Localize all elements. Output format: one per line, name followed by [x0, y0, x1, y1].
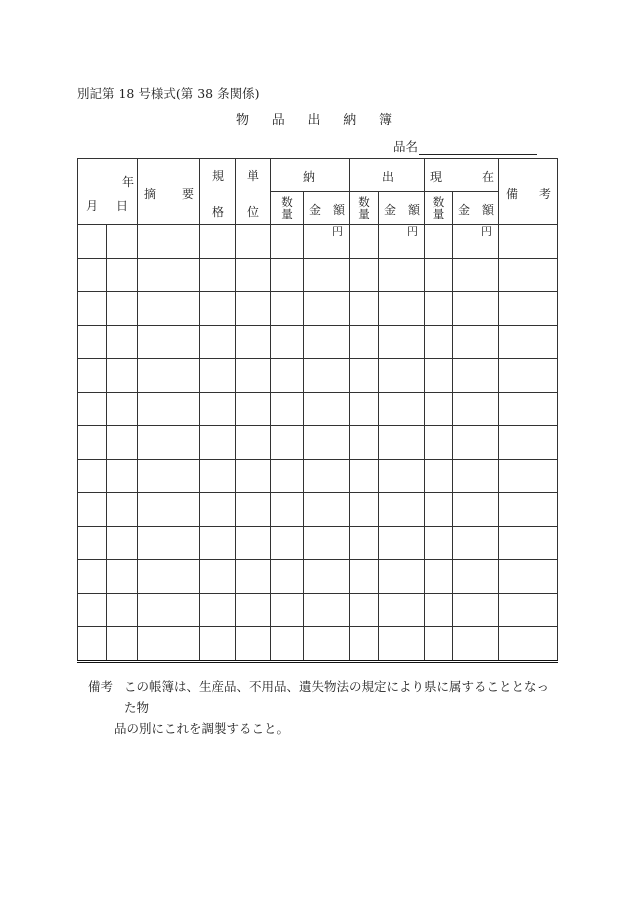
ledger-cell[interactable] — [350, 526, 379, 560]
ledger-cell[interactable] — [200, 292, 236, 326]
ledger-cell[interactable] — [271, 258, 304, 292]
ledger-cell[interactable] — [499, 359, 558, 393]
ledger-table — [77, 158, 558, 663]
table-row — [78, 359, 558, 393]
ledger-cell[interactable] — [138, 593, 200, 627]
payout-header: 出 — [350, 159, 425, 192]
ledger-cell[interactable] — [200, 526, 236, 560]
ledger-cell[interactable] — [200, 359, 236, 393]
ledger-cell[interactable] — [236, 459, 271, 493]
ledger-cell[interactable] — [379, 325, 425, 359]
ledger-cell[interactable] — [200, 560, 236, 594]
ledger-cell[interactable] — [271, 325, 304, 359]
ledger-cell[interactable] — [271, 459, 304, 493]
ledger-cell[interactable] — [236, 225, 271, 259]
ledger-cell[interactable] — [350, 560, 379, 594]
ledger-cell[interactable] — [200, 258, 236, 292]
ledger-cell[interactable] — [350, 225, 379, 259]
ledger-cell[interactable] — [304, 426, 350, 460]
ledger-cell[interactable] — [379, 627, 425, 662]
ledger-cell[interactable] — [271, 292, 304, 326]
footnote-line-2: 品の別にこれを調製すること。 — [114, 721, 290, 736]
ledger-cell[interactable] — [425, 593, 453, 627]
ledger-cell[interactable] — [78, 426, 107, 460]
ledger-cell[interactable] — [107, 560, 138, 594]
ledger-cell[interactable] — [200, 627, 236, 662]
ledger-cell[interactable] — [78, 627, 107, 662]
ledger-cell[interactable] — [271, 560, 304, 594]
ledger-cell[interactable] — [78, 459, 107, 493]
table-row — [78, 593, 558, 627]
ledger-cell[interactable] — [350, 627, 379, 662]
form-reference: 別記第 18 号様式(第 38 条関係) — [77, 86, 260, 101]
ledger-cell[interactable] — [271, 627, 304, 662]
ledger-cell[interactable] — [107, 526, 138, 560]
table-row — [78, 426, 558, 460]
ledger-cell[interactable] — [107, 225, 138, 259]
summary-header: 摘 要 — [138, 159, 200, 225]
ledger-cell[interactable] — [200, 225, 236, 259]
ledger-cell[interactable] — [78, 560, 107, 594]
yen-unit-mark: 円 — [481, 225, 492, 239]
remarks-header: 備 考 — [499, 159, 558, 225]
payout-amount-header: 金 額 — [379, 192, 425, 225]
ledger-cell[interactable] — [271, 392, 304, 426]
ledger-cell[interactable] — [271, 493, 304, 527]
unit-header: 単 位 — [236, 159, 271, 225]
item-name-label: 品名 — [393, 139, 419, 154]
ledger-cell[interactable] — [78, 526, 107, 560]
ledger-cell[interactable] — [425, 392, 453, 426]
ledger-cell[interactable] — [200, 392, 236, 426]
ledger-cell[interactable] — [236, 325, 271, 359]
ledger-cell[interactable] — [350, 459, 379, 493]
ledger-cell[interactable] — [107, 493, 138, 527]
table-row — [78, 225, 558, 259]
ledger-cell[interactable] — [425, 493, 453, 527]
ledger-cell[interactable] — [425, 258, 453, 292]
ledger-cell[interactable] — [107, 426, 138, 460]
ledger-cell[interactable] — [379, 459, 425, 493]
title-char: 品 — [271, 113, 285, 128]
ledger-cell[interactable] — [499, 392, 558, 426]
table-row — [78, 560, 558, 594]
receipt-header: 納 — [271, 159, 350, 192]
ledger-cell[interactable] — [236, 258, 271, 292]
item-name-field — [393, 137, 537, 155]
ledger-cell[interactable] — [379, 493, 425, 527]
ledger-cell[interactable] — [304, 526, 350, 560]
ledger-cell[interactable] — [304, 493, 350, 527]
ledger-cell[interactable] — [499, 593, 558, 627]
table-row — [78, 459, 558, 493]
ledger-cell[interactable] — [379, 258, 425, 292]
ledger-cell[interactable] — [379, 526, 425, 560]
ledger-cell[interactable] — [453, 426, 499, 460]
ledger-cell[interactable] — [107, 593, 138, 627]
ledger-cell[interactable] — [425, 459, 453, 493]
ledger-cell[interactable] — [138, 526, 200, 560]
spec-header: 規 格 — [200, 159, 236, 225]
ledger-cell[interactable] — [236, 593, 271, 627]
ledger-cell[interactable] — [78, 292, 107, 326]
ledger-cell[interactable] — [350, 392, 379, 426]
current-stock-header: 現 在 — [425, 159, 499, 192]
ledger-cell[interactable] — [350, 258, 379, 292]
table-row — [78, 627, 558, 662]
ledger-cell[interactable] — [138, 426, 200, 460]
document-title — [236, 109, 392, 128]
ledger-cell[interactable] — [200, 325, 236, 359]
ledger-cell[interactable] — [78, 493, 107, 527]
ledger-cell[interactable] — [499, 560, 558, 594]
table-row — [78, 526, 558, 560]
ledger-cell[interactable] — [379, 359, 425, 393]
ledger-cell[interactable] — [350, 325, 379, 359]
ledger-cell[interactable] — [107, 292, 138, 326]
ledger-cell[interactable] — [379, 560, 425, 594]
ledger-cell[interactable] — [271, 359, 304, 393]
ledger-cell[interactable] — [78, 225, 107, 259]
ledger-cell[interactable] — [271, 526, 304, 560]
footnote — [88, 676, 558, 739]
ledger-cell[interactable] — [453, 493, 499, 527]
yen-unit-mark: 円 — [332, 225, 343, 239]
ledger-cell[interactable] — [350, 359, 379, 393]
ledger-cell[interactable] — [453, 325, 499, 359]
ledger-cell[interactable] — [138, 392, 200, 426]
ledger-cell[interactable] — [304, 258, 350, 292]
table-row — [78, 292, 558, 326]
footnote-label: 備考 — [88, 679, 114, 694]
receipt-qty-header: 数 量 — [271, 192, 304, 225]
ledger-cell[interactable] — [453, 627, 499, 662]
ledger-cell[interactable] — [453, 560, 499, 594]
ledger-cell[interactable] — [138, 325, 200, 359]
ledger-cell[interactable] — [236, 426, 271, 460]
ledger-cell[interactable] — [453, 359, 499, 393]
ledger-cell[interactable] — [499, 258, 558, 292]
ledger-cell[interactable] — [350, 493, 379, 527]
date-header — [78, 159, 138, 225]
ledger-cell[interactable] — [138, 292, 200, 326]
ledger-cell[interactable] — [379, 225, 425, 259]
ledger-cell[interactable] — [304, 359, 350, 393]
ledger-cell[interactable] — [78, 593, 107, 627]
ledger-cell[interactable] — [107, 359, 138, 393]
ledger-cell[interactable] — [304, 627, 350, 662]
ledger-cell[interactable] — [304, 560, 350, 594]
ledger-cell[interactable] — [379, 392, 425, 426]
ledger-cell[interactable] — [499, 459, 558, 493]
ledger-cell[interactable] — [236, 560, 271, 594]
year-label: 年 — [121, 175, 134, 189]
ledger-cell[interactable] — [425, 359, 453, 393]
ledger-cell[interactable] — [453, 292, 499, 326]
ledger-cell[interactable] — [107, 459, 138, 493]
ledger-cell[interactable] — [425, 292, 453, 326]
ledger-cell[interactable] — [236, 627, 271, 662]
ledger-cell[interactable] — [271, 593, 304, 627]
ledger-cell[interactable] — [304, 593, 350, 627]
ledger-cell[interactable] — [453, 392, 499, 426]
ledger-cell[interactable] — [350, 593, 379, 627]
month-label: 月 — [86, 199, 99, 213]
ledger-cell[interactable] — [425, 426, 453, 460]
ledger-cell[interactable] — [499, 292, 558, 326]
ledger-cell[interactable] — [379, 593, 425, 627]
footnote-line-1: この帳簿は、生産品、不用品、遺失物法の規定により県に属することとなった物 — [124, 679, 550, 715]
ledger-cell[interactable] — [200, 493, 236, 527]
ledger-cell[interactable] — [138, 258, 200, 292]
title-char: 物 — [236, 113, 250, 128]
ledger-cell[interactable] — [138, 560, 200, 594]
ledger-cell[interactable] — [107, 258, 138, 292]
ledger-cell[interactable] — [379, 426, 425, 460]
title-char: 出 — [307, 113, 321, 128]
ledger-cell[interactable] — [499, 627, 558, 662]
ledger-cell[interactable] — [453, 593, 499, 627]
ledger-cell[interactable] — [200, 459, 236, 493]
ledger-cell[interactable] — [138, 493, 200, 527]
ledger-cell[interactable] — [425, 225, 453, 259]
ledger-cell[interactable] — [138, 359, 200, 393]
ledger-cell[interactable] — [107, 325, 138, 359]
title-char: 簿 — [378, 113, 392, 128]
ledger-cell[interactable] — [350, 426, 379, 460]
ledger-cell[interactable] — [453, 459, 499, 493]
ledger-cell[interactable] — [425, 627, 453, 662]
ledger-cell[interactable] — [200, 593, 236, 627]
table-row — [78, 493, 558, 527]
ledger-cell[interactable] — [304, 459, 350, 493]
ledger-cell[interactable] — [78, 392, 107, 426]
title-char: 納 — [343, 113, 357, 128]
ledger-cell[interactable] — [236, 493, 271, 527]
current-qty-header: 数 量 — [425, 192, 453, 225]
ledger-cell[interactable] — [304, 325, 350, 359]
table-row — [78, 392, 558, 426]
ledger-cell[interactable] — [107, 392, 138, 426]
ledger-cell[interactable] — [236, 392, 271, 426]
day-label: 日 — [115, 199, 128, 213]
table-row — [78, 258, 558, 292]
ledger-cell[interactable] — [236, 526, 271, 560]
ledger-cell[interactable] — [499, 325, 558, 359]
ledger-cell[interactable] — [138, 627, 200, 662]
ledger-cell[interactable] — [499, 426, 558, 460]
ledger-cell[interactable] — [78, 258, 107, 292]
table-row — [78, 325, 558, 359]
ledger-cell[interactable] — [236, 292, 271, 326]
ledger-body — [78, 225, 558, 662]
ledger-cell[interactable] — [425, 325, 453, 359]
receipt-amount-header: 金 額 — [304, 192, 350, 225]
header-row — [78, 159, 558, 192]
ledger-cell[interactable] — [271, 225, 304, 259]
ledger-cell[interactable] — [379, 292, 425, 326]
ledger-cell[interactable] — [138, 459, 200, 493]
ledger-cell[interactable] — [499, 225, 558, 259]
ledger-cell[interactable] — [350, 292, 379, 326]
ledger-cell[interactable] — [499, 493, 558, 527]
current-amount-header: 金 額 — [453, 192, 499, 225]
yen-unit-mark: 円 — [407, 225, 418, 239]
ledger-cell[interactable] — [78, 325, 107, 359]
ledger-cell[interactable] — [271, 426, 304, 460]
item-name-blank[interactable] — [419, 140, 537, 155]
payout-qty-header: 数 量 — [350, 192, 379, 225]
ledger-cell[interactable] — [107, 627, 138, 662]
ledger-cell[interactable] — [453, 225, 499, 259]
ledger-cell[interactable] — [236, 359, 271, 393]
ledger-cell[interactable] — [304, 292, 350, 326]
ledger-cell[interactable] — [304, 225, 350, 259]
ledger-cell[interactable] — [453, 526, 499, 560]
ledger-cell[interactable] — [425, 526, 453, 560]
ledger-cell[interactable] — [499, 526, 558, 560]
ledger-cell[interactable] — [453, 258, 499, 292]
ledger-cell[interactable] — [200, 426, 236, 460]
ledger-cell[interactable] — [425, 560, 453, 594]
ledger-cell[interactable] — [78, 359, 107, 393]
ledger-cell[interactable] — [304, 392, 350, 426]
ledger-cell[interactable] — [138, 225, 200, 259]
